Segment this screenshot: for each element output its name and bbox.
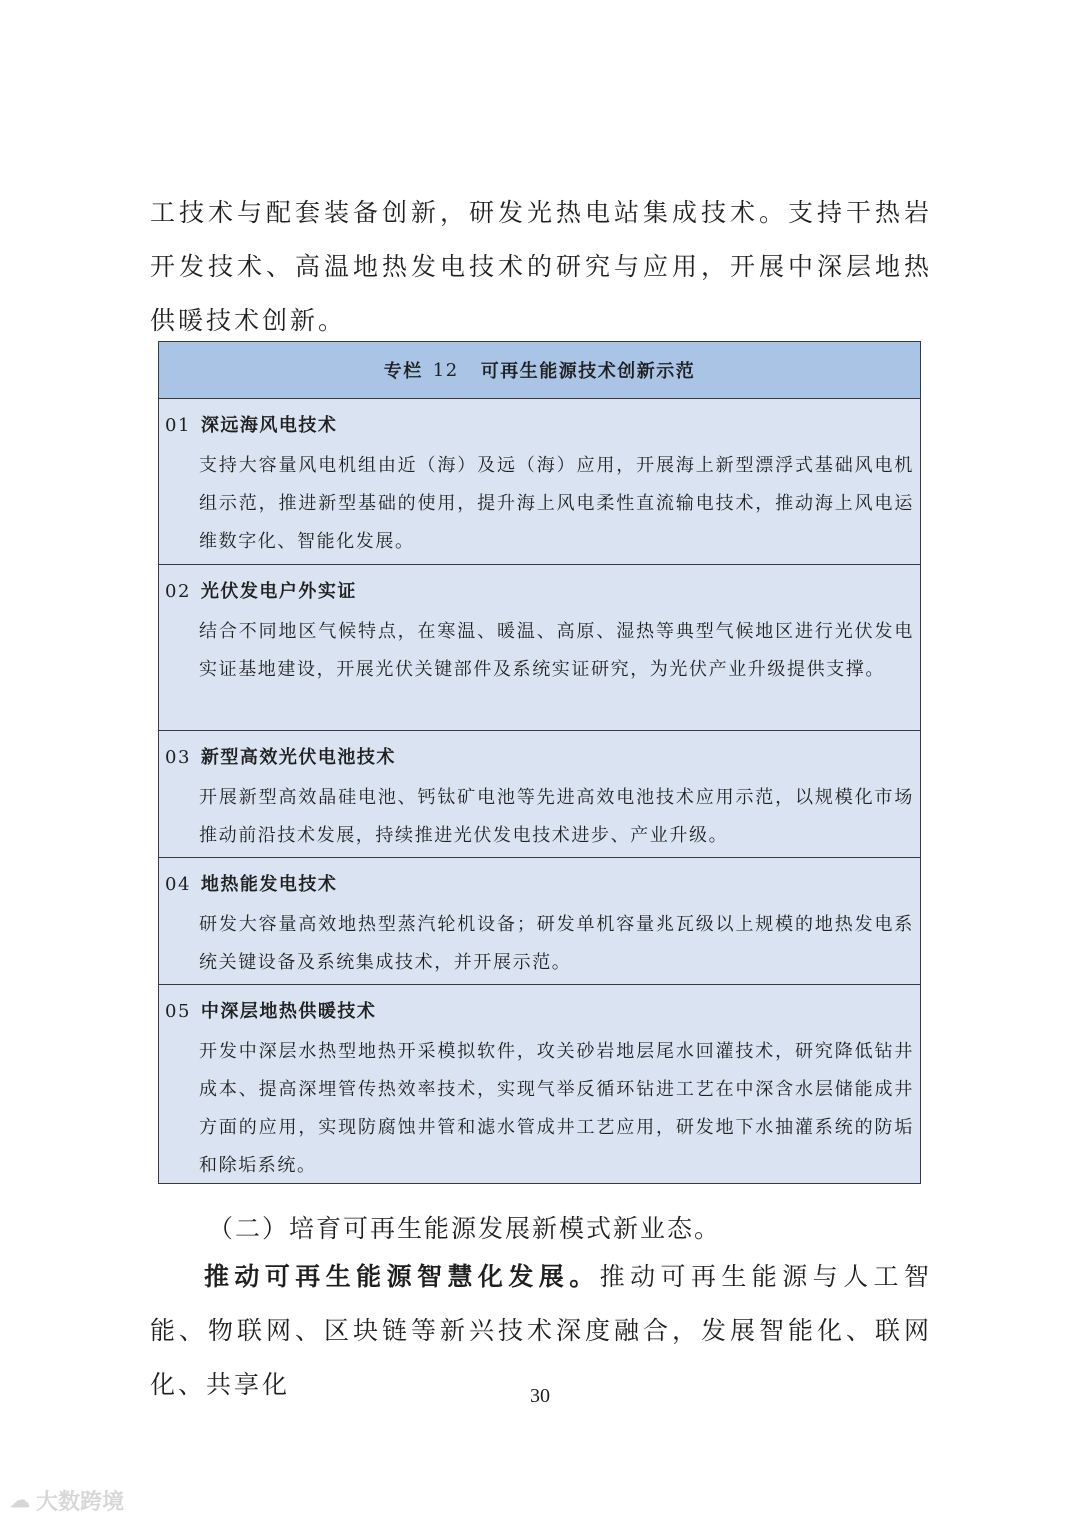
box-number: 12 xyxy=(432,359,459,381)
box-item-02 xyxy=(159,565,920,731)
item-index: 02 xyxy=(165,581,191,602)
item-body: 研发大容量高效地热型蒸汽轮机设备；研发单机容量兆瓦级以上规模的地热发电系统关键设备及系统集成技术，并开展示范。 xyxy=(199,914,914,973)
section-subheading: （二）培育可再生能源发展新模式新业态。 xyxy=(208,1214,722,1243)
paragraph-text: 推动可再生能源与人工智能、物联网、区块链等新兴技术深度融合，发展智能化、联网化、共享化 xyxy=(150,1262,932,1399)
item-title xyxy=(165,411,914,441)
item-title xyxy=(165,743,914,773)
item-body: 开发中深层水热型地热开采模拟软件，攻关砂岩地层尾水回灌技术，研究降低钻井成本、提高深埋管传热效率技术，实现气举反循环钻进工艺在中深含水层储能成井方面的应用，实现防腐蚀井管和滤水管成井工艺应用，研发地下水抽灌系统的防垢和除垢系统。 xyxy=(199,1041,914,1176)
item-index: 03 xyxy=(165,747,191,768)
item-heading: 新型高效光伏电池技术 xyxy=(200,747,396,768)
item-body: 结合不同地区气候特点，在寒温、暖温、高原、湿热等典型气候地区进行光伏发电实证基地建设，开展光伏关键部件及系统实证研究，为光伏产业升级提供支撑。 xyxy=(199,621,914,680)
item-title xyxy=(165,870,914,900)
item-heading: 中深层地热供暖技术 xyxy=(200,1001,377,1022)
box-item-05 xyxy=(159,985,920,1185)
box-title: 可再生能源技术创新示范 xyxy=(480,361,696,382)
watermark-logo-icon: ☁ xyxy=(10,1490,30,1512)
paragraph-lead: 推动可再生能源智慧化发展。 xyxy=(204,1262,600,1291)
watermark-text: 大数跨境 xyxy=(36,1489,125,1514)
watermark xyxy=(10,1485,124,1516)
box-item-01 xyxy=(159,399,920,565)
page-number: 30 xyxy=(530,1385,550,1407)
box-item-03 xyxy=(159,731,920,858)
column-box xyxy=(158,341,921,1184)
intro-paragraph: 工技术与配套装备创新，研发光热电站集成技术。支持干热岩开发技术、高温地热发电技术的研究与应用，开展中深层地热供暖技术创新。 xyxy=(150,198,932,335)
box-label: 专栏 xyxy=(383,361,423,382)
box-header xyxy=(159,342,920,399)
item-title xyxy=(165,997,914,1027)
item-heading: 光伏发电户外实证 xyxy=(200,581,357,602)
item-body: 开展新型高效晶硅电池、钙钛矿电池等先进高效电池技术应用示范，以规模化市场推动前沿技术发展，持续推进光伏发电技术进步、产业升级。 xyxy=(199,787,914,846)
item-index: 01 xyxy=(165,415,191,436)
item-heading: 地热能发电技术 xyxy=(200,874,338,895)
item-body: 支持大容量风电机组由近（海）及远（海）应用，开展海上新型漂浮式基础风电机组示范，推进新型基础的使用，提升海上风电柔性直流输电技术，推动海上风电运维数字化、智能化发展。 xyxy=(199,455,914,552)
item-title xyxy=(165,577,914,607)
item-index: 04 xyxy=(165,874,191,895)
item-heading: 深远海风电技术 xyxy=(200,415,338,436)
box-item-04 xyxy=(159,858,920,985)
item-index: 05 xyxy=(165,1001,191,1022)
